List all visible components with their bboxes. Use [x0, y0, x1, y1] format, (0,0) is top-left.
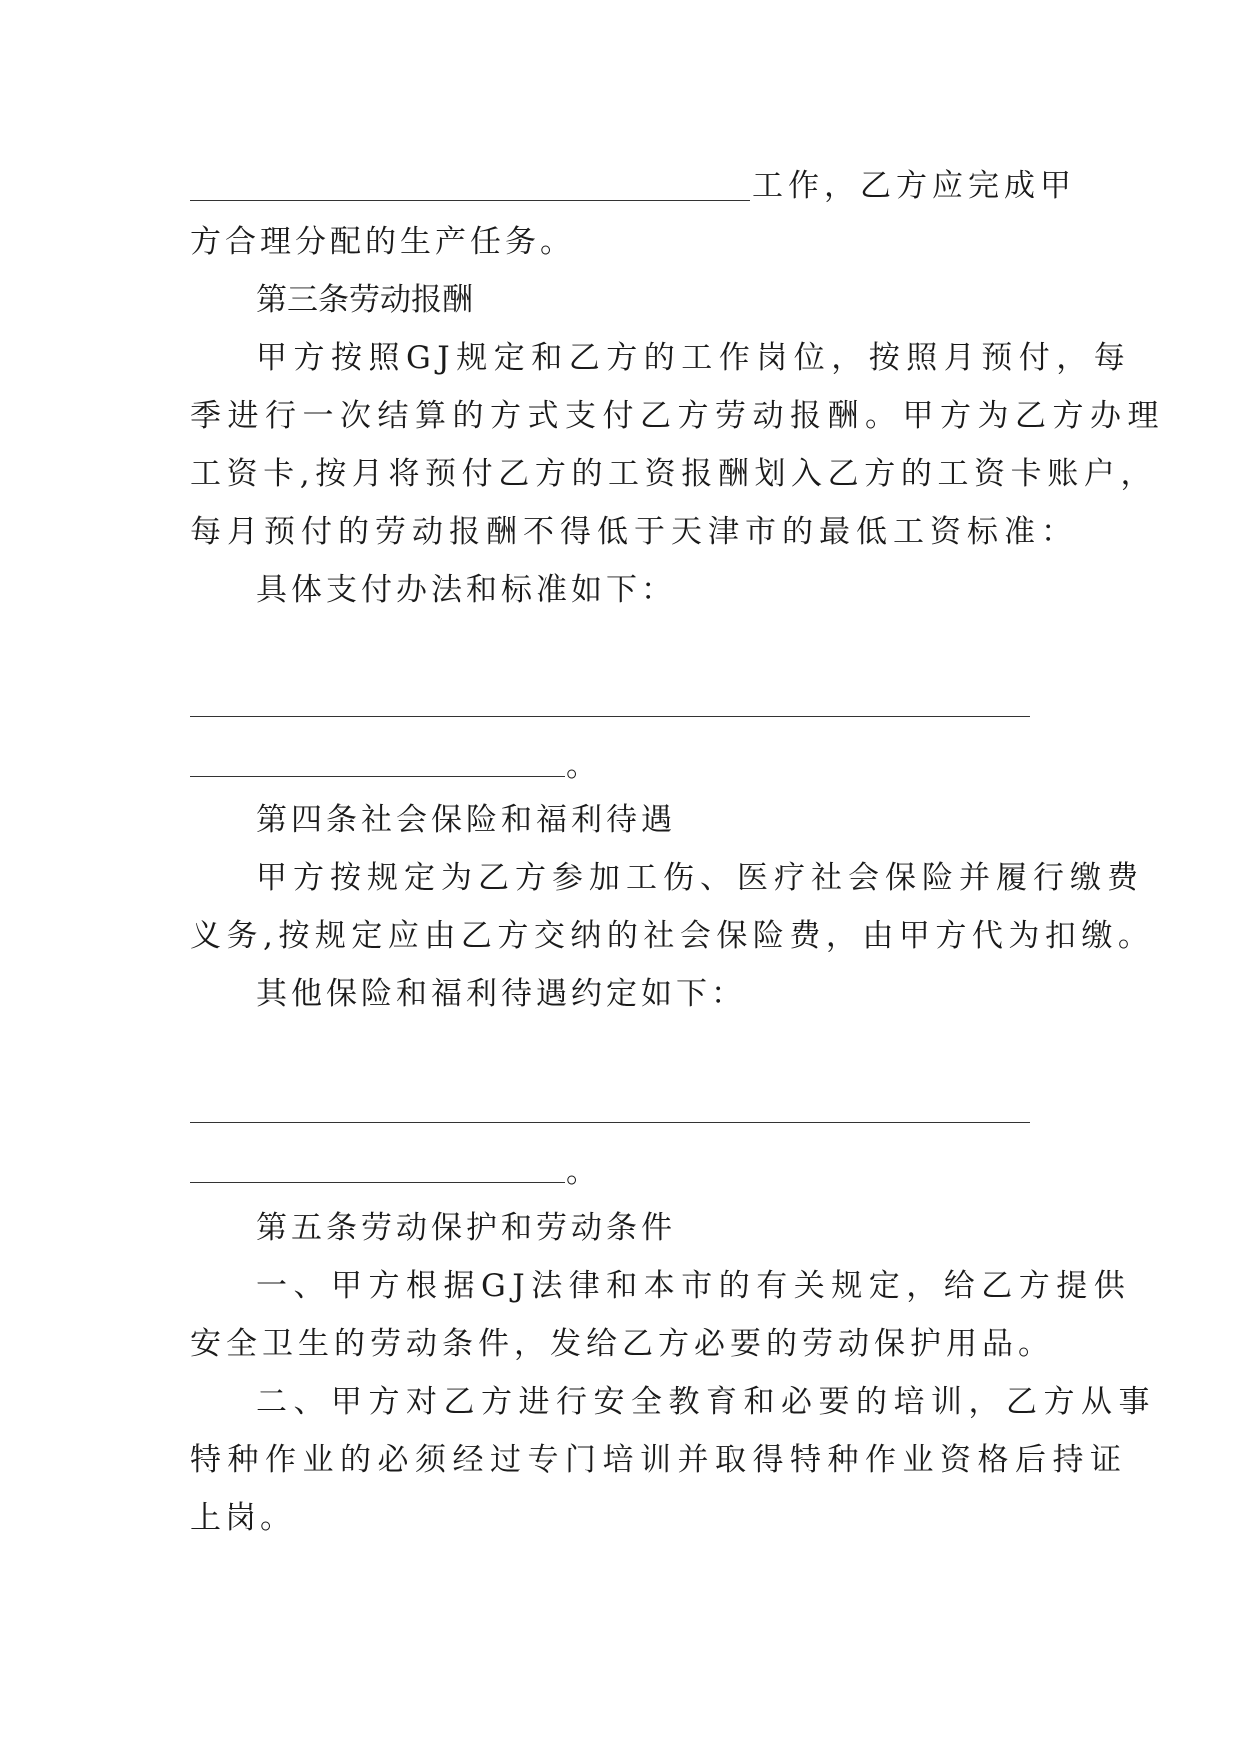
blank-underline: [190, 716, 1030, 717]
article3-paragraph-line: 甲方按照GJ规定和乙方的工作岗位，按照月预付，每: [256, 340, 1132, 376]
article5-paragraph-line: 特种作业的必须经过专门培训并取得特种作业资格后持证: [190, 1442, 1128, 1478]
blank-underline: [190, 1122, 1030, 1123]
body-text-line: 方合理分配的生产任务。: [190, 224, 575, 260]
line1-tail-text: 工作，乙方应完成甲: [752, 168, 1076, 204]
blank-underline: [190, 200, 750, 201]
article3-paragraph-line: 季进行一次结算的方式支付乙方劳动报酬。甲方为乙方办理: [190, 398, 1165, 434]
blank-underline: [190, 776, 565, 777]
article4-heading: 第四条社会保险和福利待遇: [256, 802, 676, 838]
article3-paragraph-line: 每月预付的劳动报酬不得低于天津市的最低工资标准：: [190, 514, 1078, 550]
article5-paragraph-line: 二、甲方对乙方进行安全教育和必要的培训，乙方从事: [256, 1384, 1156, 1420]
article5-paragraph-line: 上岗。: [190, 1500, 295, 1536]
article5-heading: 第五条劳动保护和劳动条件: [256, 1210, 676, 1246]
blank-underline: [190, 1182, 565, 1183]
article3-payment-intro: 具体支付办法和标准如下：: [256, 572, 676, 608]
article4-benefits-intro: 其他保险和福利待遇约定如下：: [256, 976, 746, 1012]
article3-paragraph-line: 工资卡,按月将预付乙方的工资报酬划入乙方的工资卡账户，: [190, 456, 1158, 492]
blank-end-punctuation: 。: [566, 1154, 597, 1190]
article3-heading: 第三条劳动报酬: [256, 282, 473, 318]
article4-paragraph-line: 义务,按规定应由乙方交纳的社会保险费，由甲方代为扣缴。: [190, 918, 1155, 954]
article5-paragraph-line: 安全卫生的劳动条件，发给乙方必要的劳动保护用品。: [190, 1326, 1054, 1362]
article4-paragraph-line: 甲方按规定为乙方参加工伤、医疗社会保险并履行缴费: [256, 860, 1144, 896]
article5-paragraph-line: 一、甲方根据GJ法律和本市的有关规定，给乙方提供: [256, 1268, 1132, 1304]
blank-end-punctuation: 。: [566, 748, 597, 784]
